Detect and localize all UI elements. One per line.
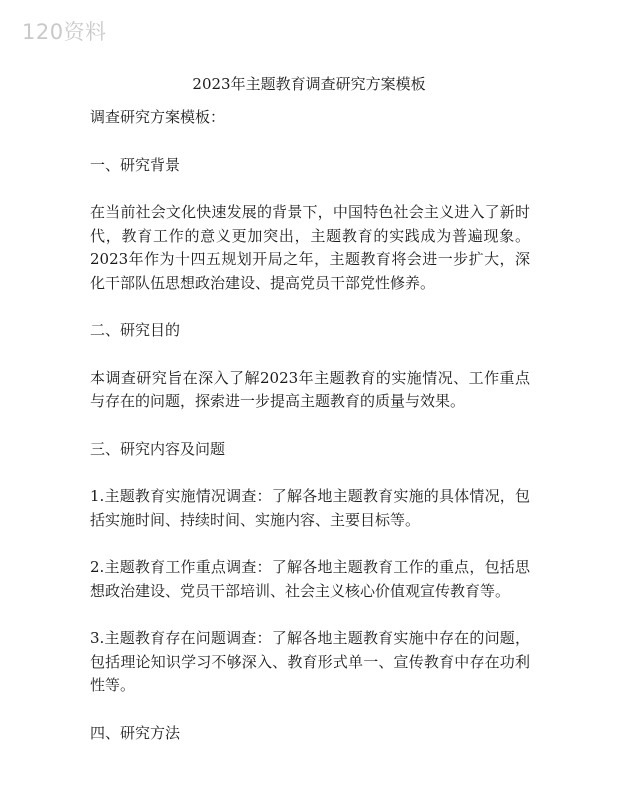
list-item-problems: 3.主题教育存在问题调查：了解各地主题教育实施中存在的问题，包括理论知识学习不够深入、教育形式单一、宣传教育中存在功利性等。: [90, 629, 530, 694]
section-heading-methods: 四、研究方法: [90, 723, 181, 742]
paragraph-background: 在当前社会文化快速发展的背景下，中国特色社会主义进入了新时代，教育工作的意义更加突出，主题教育的实践成为普遍现象。2023年作为十四五规划开局之年，主题教育将会进一步扩大，深化干部队伍思想政治建设、提高党员干部党性修养。: [90, 203, 530, 292]
section-heading-purpose: 二、研究目的: [90, 321, 181, 339]
watermark-logo: 120资料: [22, 20, 107, 44]
list-item-implementation: 1.主题教育实施情况调查：了解各地主题教育实施的具体情况，包括实施时间、持续时间、实施内容、主要目标等。: [90, 487, 530, 529]
intro-line: 调查研究方案模板：: [90, 108, 226, 126]
document-title: 2023年主题教育调查研究方案模板: [192, 75, 426, 93]
paragraph-purpose: 本调查研究旨在深入了解2023年主题教育的实施情况、工作重点与存在的问题，探索进一步提高主题教育的质量与效果。: [90, 368, 530, 410]
list-item-focus: 2.主题教育工作重点调查：了解各地主题教育工作的重点，包括思想政治建设、党员干部培训、社会主义核心价值观宣传教育等。: [90, 558, 530, 600]
section-heading-content: 三、研究内容及问题: [90, 439, 226, 458]
section-heading-background: 一、研究背景: [90, 155, 181, 174]
document-body: [90, 106, 530, 769]
